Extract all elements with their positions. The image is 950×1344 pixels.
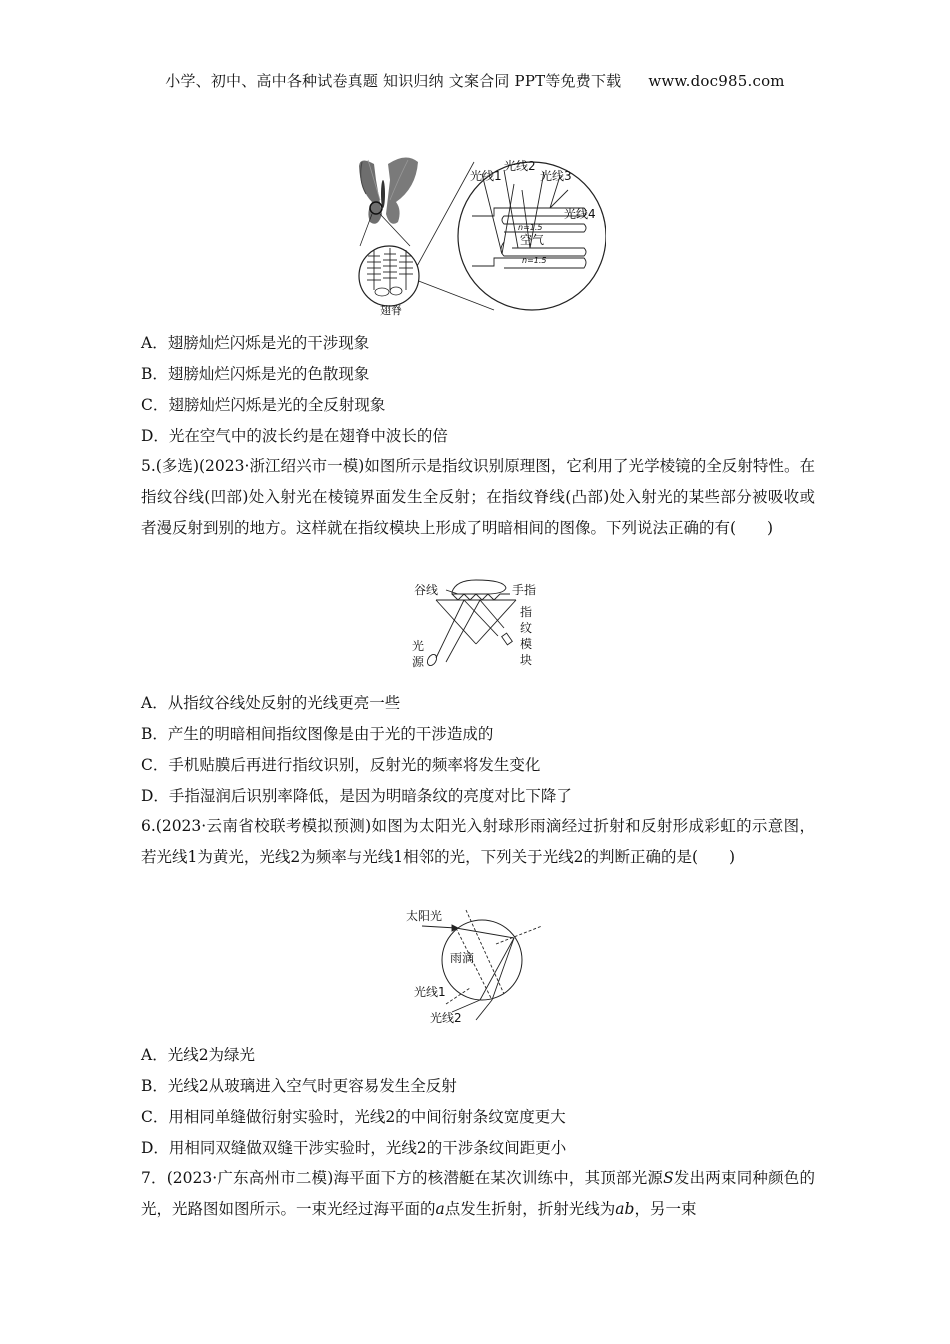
q7-var-a: a	[435, 1200, 445, 1218]
valley-label: 谷线	[414, 583, 439, 597]
ray4-label: 光线4	[564, 207, 596, 221]
finger-label: 手指	[512, 583, 537, 597]
ray2-label: 光线2	[504, 159, 536, 173]
module-char-4: 块	[520, 653, 533, 667]
q4-option-b: B．翅膀灿烂闪烁是光的色散现象	[141, 365, 370, 383]
source-char-1: 光	[412, 639, 425, 653]
q4-option-d: D．光在空气中的波长约是在翅脊中波长的倍	[141, 427, 448, 445]
q6-option-c: C．用相同单缝做衍射实验时，光线2的中间衍射条纹宽度更大	[141, 1108, 566, 1126]
q7-var-s: S	[663, 1169, 674, 1187]
n-top-label: n=1.5	[518, 223, 543, 232]
q5-option-d: D．手指湿润后识别率降低，是因为明暗条纹的亮度对比下降了	[141, 787, 572, 805]
q7-stem-part4: ，另一束	[634, 1200, 697, 1218]
q7-stem-part2: 发出两束同种颜色的光，光路图如图所示。一束光经过海平面的	[141, 1169, 815, 1218]
page-header	[0, 70, 950, 91]
q6-option-b: B．光线2从玻璃进入空气时更容易发生全反射	[141, 1077, 457, 1095]
q5-option-c: C．手机贴膜后再进行指纹识别，反射光的频率将发生变化	[141, 756, 541, 774]
q5-option-b: B．产生的明暗相间指纹图像是由于光的干涉造成的	[141, 725, 494, 743]
ray3-label: 光线3	[540, 169, 572, 183]
q7-stem-part1: 7．(2023·广东高州市二模)海平面下方的核潜艇在某次训练中，其顶部光源	[141, 1169, 664, 1187]
q7-stem	[141, 1163, 815, 1225]
q7-stem-part3: 点发生折射，折射光线为	[444, 1200, 616, 1218]
source-char-2: 源	[412, 655, 425, 669]
butterfly-figure	[354, 150, 606, 320]
q4-option-c: C．翅膀灿烂闪烁是光的全反射现象	[141, 396, 386, 414]
butterfly-image	[359, 157, 418, 223]
q6-option-a: A．光线2为绿光	[141, 1046, 256, 1064]
q5-stem: 5.(多选)(2023·浙江绍兴市一模)如图所示是指纹识别原理图，它利用了光学棱镜的全反射特性。在指纹谷线(凹部)处入射光在棱镜界面发生全反射；在指纹脊线(凸部)处入射光的某些部分被吸收或者漫反射到别的地方。这样就在指纹模块上形成了明暗相间的图像。下列说法正确的有( )	[141, 457, 815, 537]
q6-stem: 6.(2023·云南省校联考模拟预测)如图为太阳光入射球形雨滴经过折射和反射形成彩虹的示意图，若光线1为黄光，光线2为频率与光线1相邻的光，下列关于光线2的判断正确的是( )	[141, 817, 815, 866]
wing-scale-circle	[359, 246, 419, 317]
header-text: 小学、初中、高中各种试卷真题 知识归纳 文案合同 PPT等免费下载	[165, 72, 622, 90]
q6-option-d: D．用相同双缝做双缝干涉实验时，光线2的干涉条纹间距更小	[141, 1139, 567, 1157]
raindrop-figure	[406, 904, 552, 1028]
air-label: 空气	[520, 233, 545, 247]
sun-label: 太阳光	[406, 909, 443, 923]
drop-label: 雨滴	[450, 951, 475, 965]
ray1-label-q6: 光线1	[414, 985, 446, 999]
fingerprint-figure	[406, 574, 556, 682]
module-char-1: 指	[520, 605, 533, 619]
wing-label: 翅脊	[380, 304, 402, 317]
header-url[interactable]: www.doc985.com	[648, 72, 785, 90]
ray1-label: 光线1	[470, 169, 502, 183]
q4-option-a: A．翅膀灿烂闪烁是光的干涉现象	[141, 334, 370, 352]
q7-var-ab: ab	[615, 1200, 635, 1218]
n-bottom-label: n=1.5	[522, 256, 547, 265]
ray2-label-q6: 光线2	[430, 1011, 462, 1025]
module-char-3: 模	[520, 637, 533, 651]
magnified-circle	[458, 158, 606, 310]
module-char-2: 纹	[520, 621, 533, 635]
q5-option-a: A．从指纹谷线处反射的光线更亮一些	[141, 694, 401, 712]
